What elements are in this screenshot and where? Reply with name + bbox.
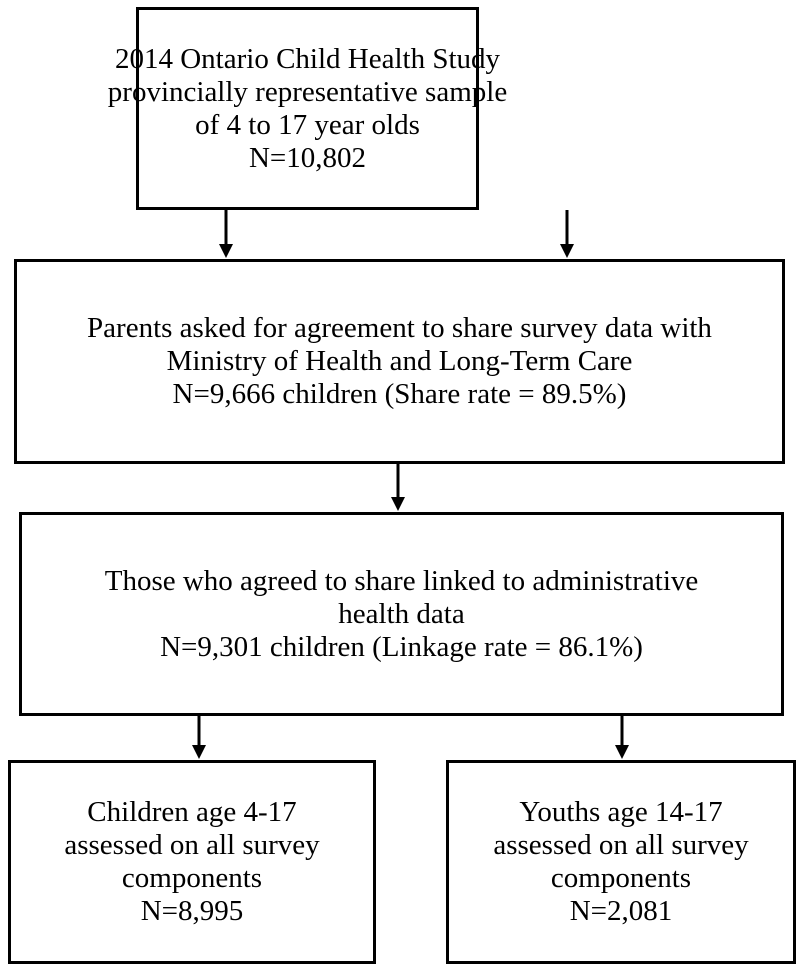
- children-line-2: assessed on all survey: [64, 829, 320, 861]
- arrow-linkage-to-children: [192, 716, 206, 759]
- youths-line-1: Youths age 14-17: [519, 796, 723, 828]
- parents-agreement-line-2: Ministry of Health and Long-Term Care: [166, 345, 633, 377]
- arrow-linkage-to-youths: [615, 716, 629, 759]
- parents-agreement-line-1: Parents asked for agreement to share survey data with: [87, 312, 712, 344]
- children-box: [8, 760, 376, 964]
- linkage-count: N=9,301 children (Linkage rate = 86.1%): [160, 630, 643, 663]
- arrow-study-to-parents-right: [560, 210, 574, 258]
- study-sample-box: [107, 7, 508, 210]
- linkage-line-2: health data: [338, 597, 465, 630]
- youths-box: [446, 760, 796, 964]
- youths-line-3: components: [550, 862, 692, 894]
- study-sample-line-2: provincially representative sample: [107, 75, 508, 108]
- children-count: N=8,995: [140, 895, 244, 927]
- youths-count: N=2,081: [569, 895, 673, 927]
- youths-line-2: assessed on all survey: [493, 829, 749, 861]
- study-sample-line-3: of 4 to 17 year olds: [195, 108, 420, 141]
- study-sample-count: N=10,802: [248, 141, 367, 174]
- arrow-parents-to-linkage: [391, 464, 405, 511]
- children-line-1: Children age 4-17: [87, 796, 297, 828]
- linkage-line-1: Those who agreed to share linked to administrative: [104, 564, 699, 597]
- parents-agreement-count: N=9,666 children (Share rate = 89.5%): [172, 378, 627, 410]
- study-sample-line-1: 2014 Ontario Child Health Study: [114, 42, 501, 75]
- children-line-3: components: [121, 862, 263, 894]
- linkage-box: [19, 512, 784, 716]
- parents-agreement-box: [14, 259, 785, 464]
- arrow-study-to-parents-left: [219, 210, 233, 258]
